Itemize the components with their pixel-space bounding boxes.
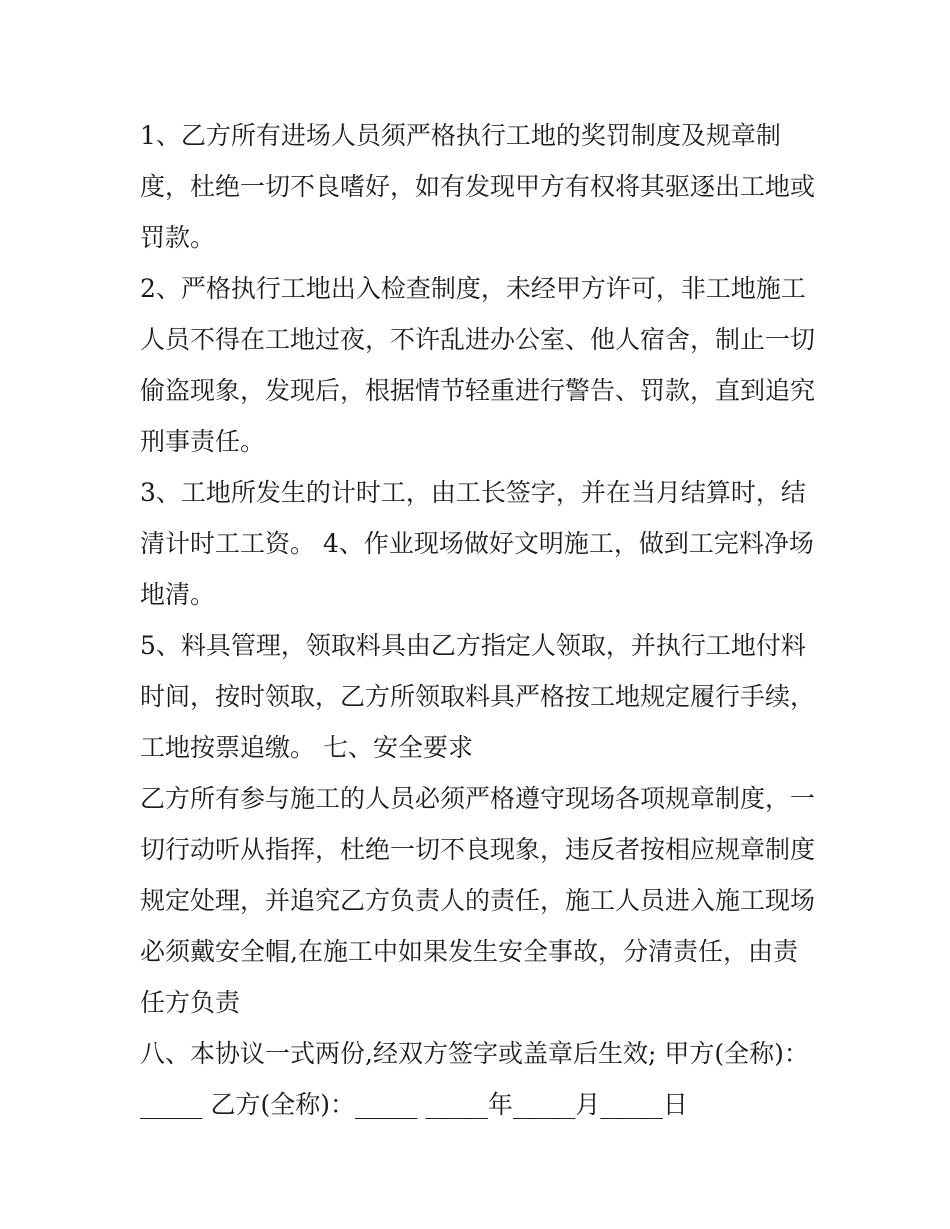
text-line: 切行动听从指挥，杜绝一切不良现象，违反者按相应规章制度	[140, 835, 816, 864]
text-line: 任方负责	[140, 988, 241, 1017]
text-line: 八、本协议一式两份,经双方签字或盖章后生效; 甲方(全称)：	[140, 1039, 809, 1068]
text-line: 2、严格执行工地出入检查制度，未经甲方许可，非工地施工	[140, 274, 806, 303]
text-line: 罚款。	[140, 223, 216, 252]
text-line: 时间，按时领取，乙方所领取料具严格按工地规定履行手续，	[140, 682, 816, 711]
document-body	[140, 110, 820, 1130]
text-line: 刑事责任。	[140, 427, 266, 456]
text-line: 偷盗现象，发现后，根据情节轻重进行警告、罚款，直到追究	[140, 376, 816, 405]
text-line: 度，杜绝一切不良嗜好，如有发现甲方有权将其驱逐出工地或	[140, 172, 816, 201]
text-line: 地清。	[140, 580, 216, 609]
text-line: 规定处理，并追究乙方负责人的责任，施工人员进入施工现场	[140, 886, 816, 915]
text-line: 清计时工工资。 4、作业现场做好文明施工，做到工完料净场	[140, 529, 814, 558]
text-line: 人员不得在工地过夜，不许乱进办公室、他人宿舍，制止一切	[140, 325, 816, 354]
text-line: 工地按票追缴。 七、安全要求	[140, 733, 473, 762]
text-line: 5、料具管理，领取料具由乙方指定人领取，并执行工地付料	[140, 631, 806, 660]
text-line: 3、工地所发生的计时工，由工长签字，并在当月结算时，结	[140, 478, 806, 507]
text-line: _____ 乙方(全称)：_____ _____年_____月_____日	[140, 1090, 688, 1119]
text-line: 1、乙方所有进场人员须严格执行工地的奖罚制度及规章制	[140, 121, 781, 150]
text-line: 乙方所有参与施工的人员必须严格遵守现场各项规章制度，一	[140, 784, 816, 813]
text-line: 必须戴安全帽,在施工中如果发生安全事故，分清责任，由责	[140, 937, 798, 966]
